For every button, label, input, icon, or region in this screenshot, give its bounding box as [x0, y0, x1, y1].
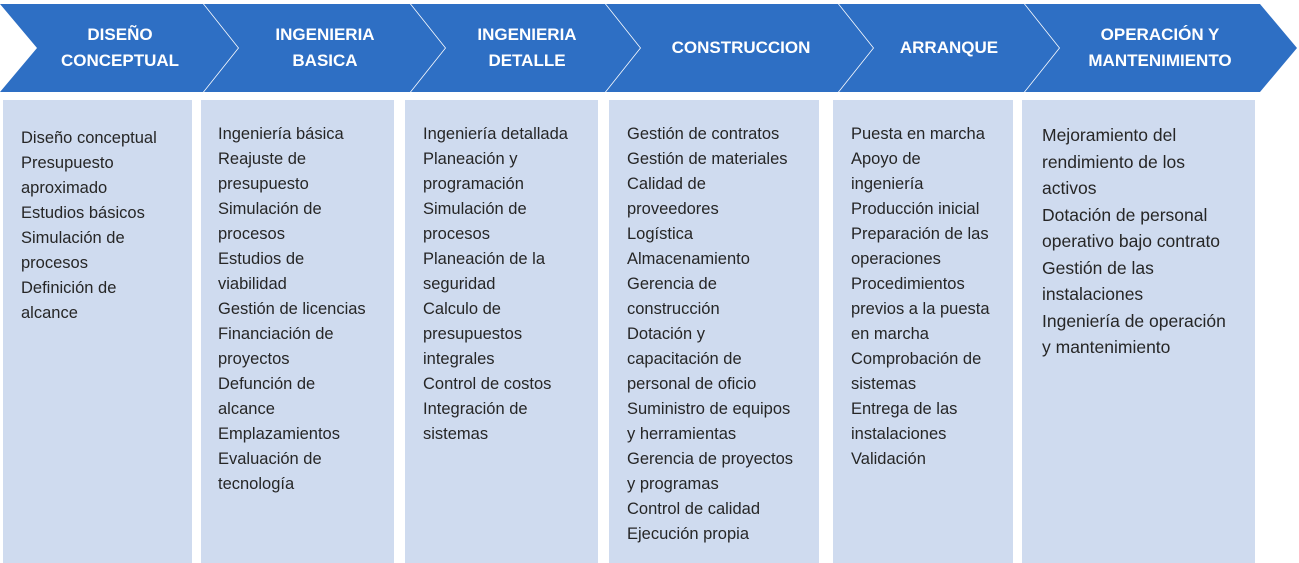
activity-item: seguridad: [423, 275, 496, 293]
activity-item: proyectos: [218, 350, 290, 368]
activity-item: Estudios de: [218, 250, 305, 268]
activity-item: en marcha: [851, 325, 929, 343]
activity-item: y programas: [627, 475, 719, 493]
activity-item: Reajuste de: [218, 150, 307, 168]
activity-item: Ingeniería detallada: [423, 125, 568, 143]
activity-item: Entrega de las: [851, 400, 958, 418]
activity-item: Estudios básicos: [21, 204, 145, 222]
activity-item: Integración de: [423, 400, 528, 418]
activity-item: Control de calidad: [627, 500, 760, 518]
activity-item: y herramientas: [627, 425, 737, 443]
activity-item: procesos: [218, 225, 285, 243]
stage-box-arranque: [833, 100, 1013, 563]
activity-list: [851, 122, 1013, 472]
activity-item: viabilidad: [218, 275, 287, 293]
activity-item: Logística: [627, 225, 694, 243]
activity-item: Control de costos: [423, 375, 552, 393]
stage-title-ingenieria-basica: INGENIERIA BASICA: [275, 25, 375, 70]
activity-item: Gestión de licencias: [218, 300, 366, 318]
activity-item: Simulación de: [218, 200, 322, 218]
activity-item: integrales: [423, 350, 495, 368]
activity-list: [218, 122, 394, 497]
activity-item: Calidad de: [627, 175, 706, 193]
stage-title-ingenieria-detalle: INGENIERIA DETALLE: [477, 25, 577, 70]
stage-box-operacion-mantenimiento: [1022, 100, 1255, 563]
stage-title-operacion-mantenimiento: OPERACIÓN Y MANTENIMIENTO: [1088, 25, 1232, 70]
activity-item: ingeniería: [851, 175, 924, 193]
activity-item: operaciones: [851, 250, 941, 268]
activity-item: y mantenimiento: [1042, 337, 1171, 357]
activity-item: rendimiento de los: [1042, 151, 1185, 172]
activity-list: [423, 122, 598, 447]
stage-title-diseno-conceptual: DISEÑO CONCEPTUAL: [60, 25, 180, 70]
activity-item: Puesta en marcha: [851, 125, 985, 143]
activity-item: personal de oficio: [627, 375, 757, 393]
activity-item: procesos: [423, 225, 490, 243]
activity-item: Definición de: [21, 279, 117, 297]
activity-item: Dotación y: [627, 325, 705, 343]
activity-item: Dotación de personal: [1042, 204, 1208, 225]
activity-item: tecnología: [218, 475, 295, 493]
stage-box-ingenieria-basica: [201, 100, 394, 563]
activity-item: activos: [1042, 178, 1097, 198]
activity-item: capacitación de: [627, 350, 742, 368]
activity-item: Calculo de: [423, 300, 501, 318]
activity-list: [1042, 122, 1255, 361]
stage-title-arranque: ARRANQUE: [899, 38, 999, 57]
activity-item: Suministro de equipos: [627, 400, 791, 418]
activity-item: alcance: [218, 400, 275, 418]
activity-item: Procedimientos: [851, 275, 965, 293]
activity-item: Gestión de contratos: [627, 125, 780, 143]
activity-item: Presupuesto: [21, 154, 114, 172]
activity-item: Validación: [851, 450, 926, 468]
activity-item: Defunción de: [218, 375, 316, 393]
activity-item: presupuestos: [423, 325, 523, 343]
activity-item: Ingeniería de operación: [1042, 310, 1226, 331]
activity-item: construcción: [627, 300, 720, 318]
activity-item: presupuesto: [218, 175, 309, 193]
activity-item: Gerencia de: [627, 275, 717, 293]
activity-item: procesos: [21, 254, 88, 272]
activity-item: proveedores: [627, 200, 719, 218]
activity-item: aproximado: [21, 179, 108, 197]
activity-list: [21, 126, 192, 326]
activity-item: Almacenamiento: [627, 250, 750, 268]
activity-item: Gestión de las: [1042, 257, 1154, 278]
activity-list: [627, 122, 819, 547]
activity-item: Planeación de la: [423, 250, 546, 268]
stage-title-construccion: CONSTRUCCION: [671, 38, 811, 57]
activity-item: operativo bajo contrato: [1042, 231, 1221, 251]
activity-item: Gestión de materiales: [627, 150, 788, 168]
activity-item: previos a la puesta: [851, 300, 990, 318]
activity-item: Producción inicial: [851, 200, 980, 218]
stage-box-diseno-conceptual: [3, 100, 192, 563]
activity-item: Emplazamientos: [218, 425, 340, 443]
activity-item: Apoyo de: [851, 150, 921, 168]
stage-box-construccion: [609, 100, 819, 563]
activity-item: Planeación y: [423, 150, 518, 168]
activity-item: Financiación de: [218, 325, 334, 343]
activity-item: Diseño conceptual: [21, 129, 157, 147]
activity-item: Simulación de: [21, 229, 125, 247]
stage-box-ingenieria-detalle: [405, 100, 598, 563]
activity-item: instalaciones: [851, 425, 947, 443]
activity-item: Comprobación de: [851, 350, 982, 368]
activity-item: sistemas: [851, 375, 917, 393]
activity-item: Evaluación de: [218, 450, 322, 468]
activity-item: Ejecución propia: [627, 525, 749, 543]
activity-item: Simulación de: [423, 200, 527, 218]
activity-item: Ingeniería básica: [218, 125, 344, 143]
activity-item: alcance: [21, 304, 78, 322]
activity-item: programación: [423, 175, 524, 193]
activity-item: sistemas: [423, 425, 489, 443]
activity-item: Gerencia de proyectos: [627, 450, 794, 468]
activity-item: instalaciones: [1042, 284, 1144, 304]
activity-item: Preparación de las: [851, 225, 989, 243]
activity-item: Mejoramiento del: [1042, 125, 1177, 145]
